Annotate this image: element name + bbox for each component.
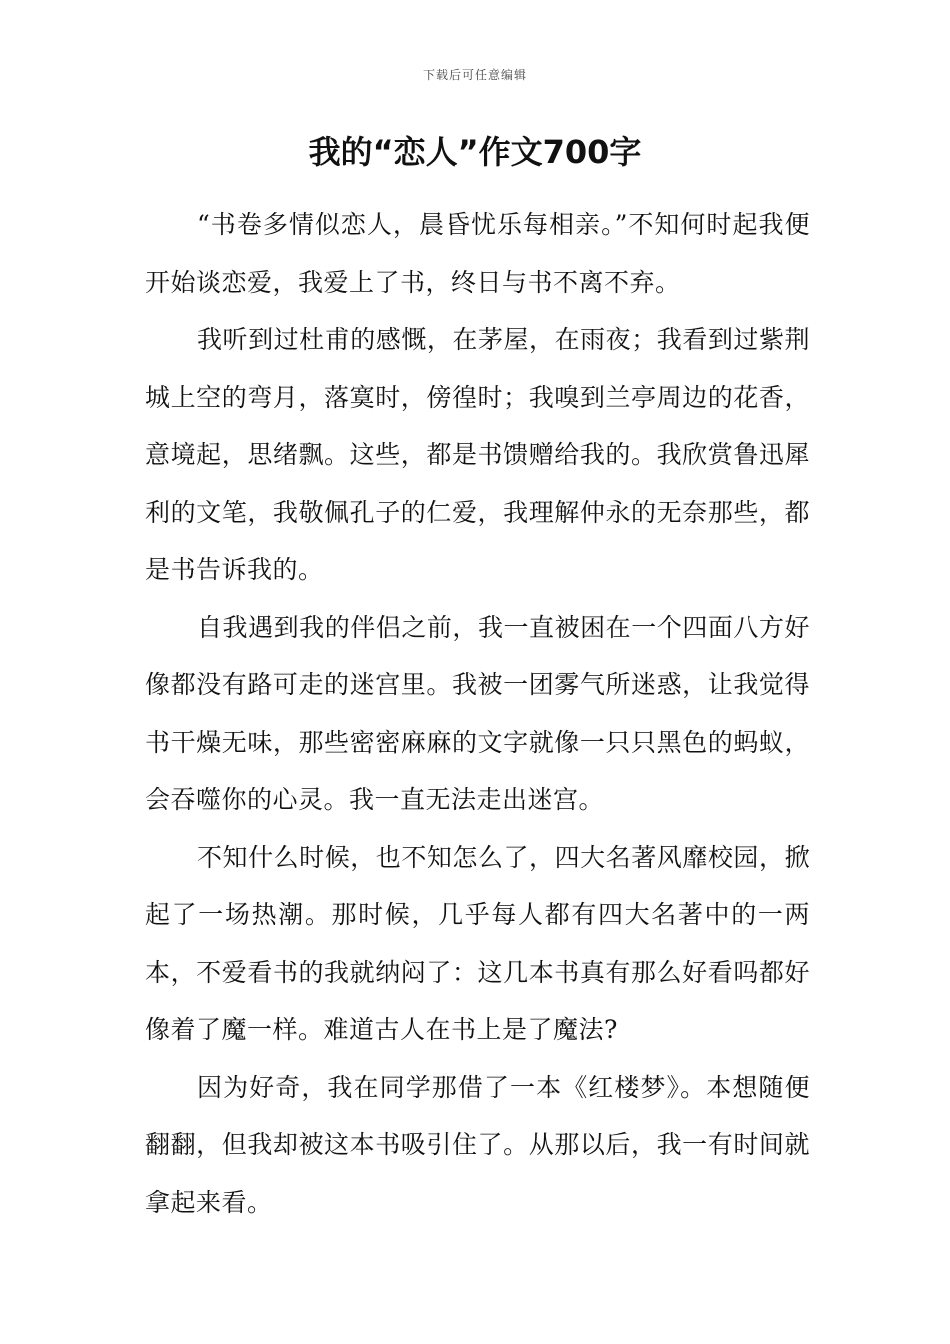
paragraph-5: 因为好奇，我在同学那借了一本《红楼梦》。本想随便翻翻，但我却被这本书吸引住了。从那以后，我一有时间就拿起来看。 bbox=[145, 1072, 810, 1217]
paragraph-2: 我听到过杜甫的感慨，在茅屋，在雨夜；我看到过紫荆城上空的弯月，落寞时，傍徨时；我嗅到兰亭周边的花香，意境起，思绪飘。这些，都是书馈赠给我的。我欣赏鲁迅犀利的文笔，我敬佩孔子的仁爱，我理解仲永的无奈那些，都是书告诉我的。 bbox=[145, 325, 810, 584]
paragraph-1: “书卷多情似恋人，晨昏忧乐每相亲。”不知何时起我便开始谈恋爱，我爱上了书，终日与书不离不弃。 bbox=[145, 210, 810, 297]
document-body bbox=[145, 196, 810, 1231]
paragraph-3: 自我遇到我的伴侣之前，我一直被困在一个四面八方好像都没有路可走的迷宫里。我被一团雾气所迷惑，让我觉得书干燥无味，那些密密麻麻的文字就像一只只黑色的蚂蚁，会吞噬你的心灵。我一直无法走出迷宫。 bbox=[145, 612, 810, 814]
paragraph-4: 不知什么时候，也不知怎么了，四大名著风靡校园，掀起了一场热潮。那时候，几乎每人都有四大名著中的一两本，不爱看书的我就纳闷了：这几本书真有那么好看吗都好像着了魔一样。难道古人在书上是了魔法? bbox=[145, 842, 810, 1044]
document-title: 我的“恋人”作文700字 bbox=[308, 133, 642, 171]
header-note: 下载后可任意编辑 bbox=[422, 68, 527, 82]
